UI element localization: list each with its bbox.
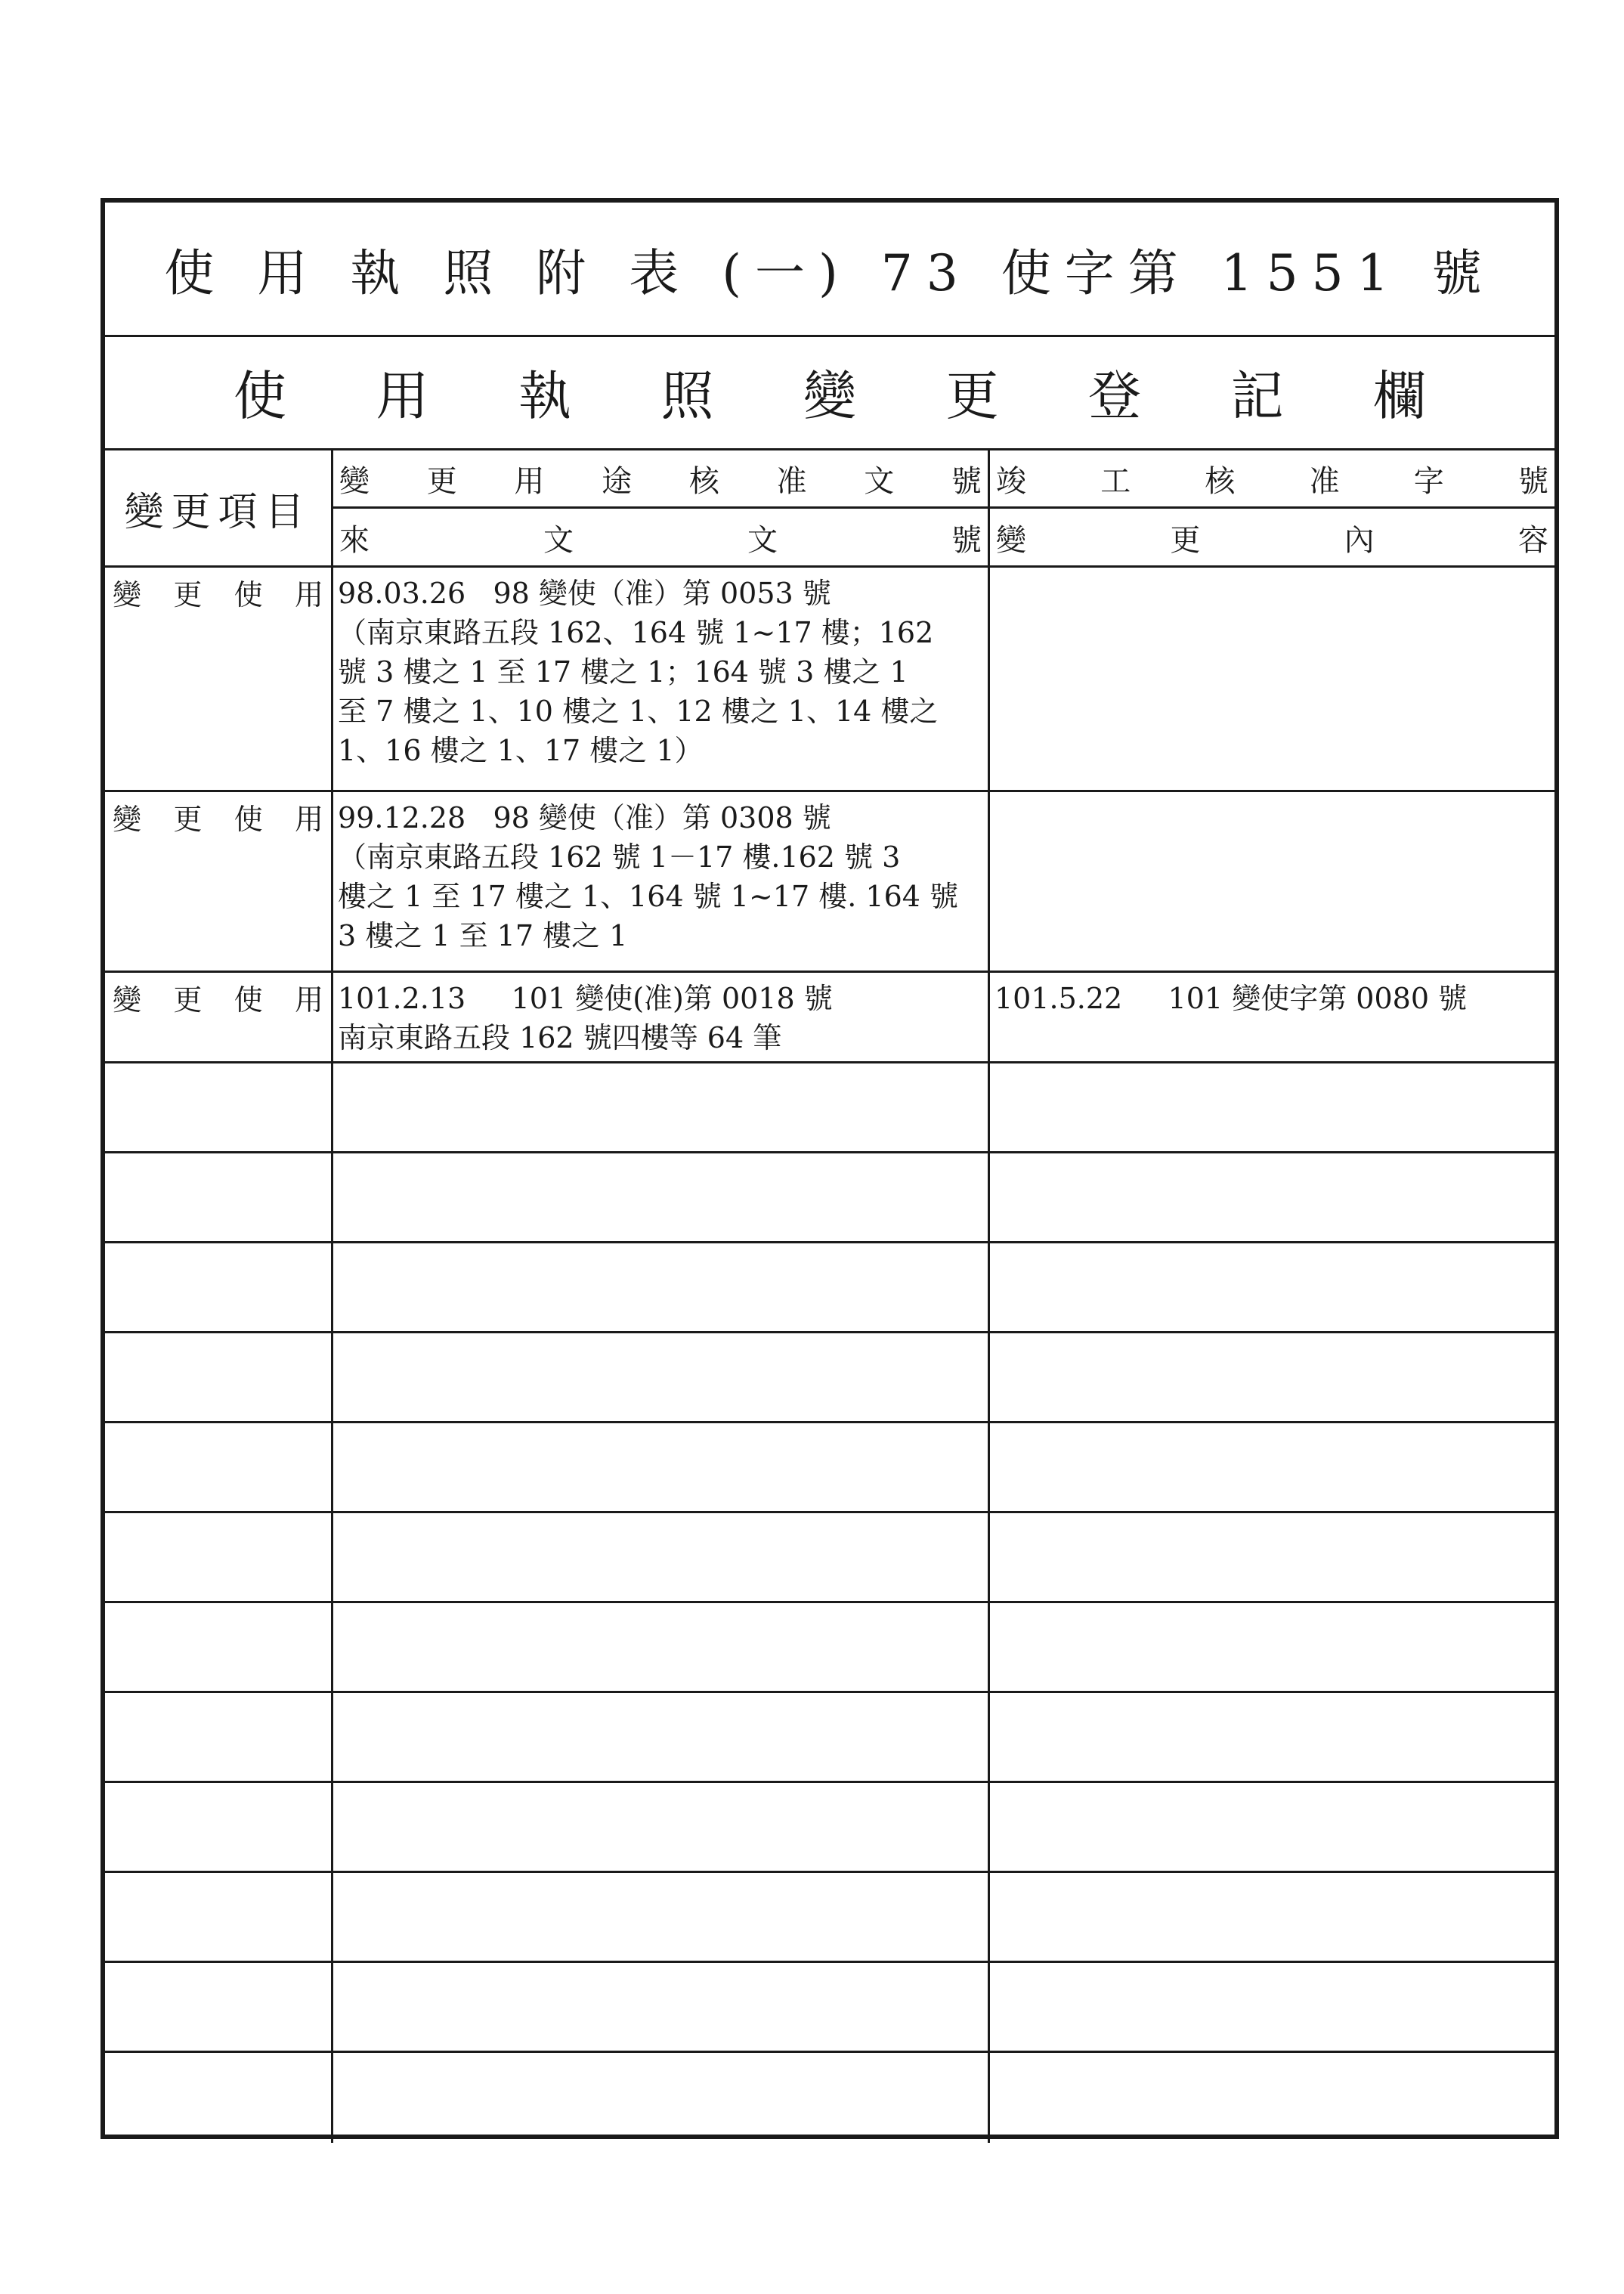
table-row	[105, 1693, 1554, 1783]
row-change-item	[105, 1603, 333, 1691]
header-char: 變	[996, 523, 1026, 558]
header-char: 字	[1413, 463, 1444, 499]
table-row	[105, 1333, 1554, 1423]
header-char: 途	[602, 463, 633, 499]
row-completion-text	[990, 2053, 1554, 2143]
item-char: 使	[234, 983, 263, 1017]
table-row	[105, 1243, 1554, 1333]
row-change-item	[105, 1333, 333, 1421]
item-char: 用	[294, 803, 323, 836]
row-approval-text	[333, 1243, 990, 1331]
header-col-approval	[333, 450, 990, 568]
row-completion-text	[990, 1963, 1554, 2051]
header-char: 文	[747, 523, 778, 558]
table-row	[105, 1063, 1554, 1153]
row-change-item	[105, 2053, 333, 2143]
header-char: 工	[1100, 463, 1131, 499]
row-change-item	[105, 1153, 333, 1241]
table-row	[105, 1963, 1554, 2053]
row-approval-text	[333, 1693, 990, 1781]
table-row	[105, 1783, 1554, 1873]
row-completion-text	[990, 1423, 1554, 1511]
item-char: 更	[173, 983, 203, 1017]
header-char: 內	[1344, 523, 1375, 558]
item-char: 更	[173, 803, 203, 836]
item-char: 變	[113, 578, 142, 611]
row-approval-text: 101.2.13 101 變使(准)第 0018 號 南京東路五段 162 號四樓等 64 筆	[333, 973, 990, 1061]
header-char: 號	[1517, 463, 1548, 499]
row-change-item	[105, 1063, 333, 1151]
header-change-item: 變更項目	[105, 450, 333, 568]
row-approval-text	[333, 1963, 990, 2051]
row-completion-text	[990, 1063, 1554, 1151]
table-row	[105, 1873, 1554, 1963]
row-change-item	[105, 1423, 333, 1511]
row-change-item	[105, 1873, 333, 1961]
item-char: 用	[294, 983, 323, 1017]
row-completion-text	[990, 1693, 1554, 1781]
row-completion-text	[990, 1333, 1554, 1421]
header-char: 更	[945, 364, 999, 427]
item-char: 使	[234, 578, 263, 611]
header-char: 文	[864, 463, 895, 499]
header-char: 執	[518, 364, 571, 427]
item-char: 更	[173, 578, 203, 611]
header-char: 更	[1170, 523, 1201, 558]
header-char: 號	[951, 463, 982, 499]
row-change-item	[105, 1513, 333, 1601]
header-col2-bottom	[990, 509, 1554, 567]
header-char: 變	[339, 463, 370, 499]
row-approval-text	[333, 1603, 990, 1691]
table-row	[105, 1513, 1554, 1603]
header-char: 用	[376, 364, 429, 427]
row-approval-text	[333, 1153, 990, 1241]
row-approval-text: 99.12.28 98 變使（准）第 0308 號 （南京東路五段 162 號 1－17 樓.162 號 3 樓之 1 至 17 樓之 1、164 號 1~17 樓. 164 號 3 樓之 1 至 17 樓之 1	[333, 792, 990, 971]
header-char: 欄	[1373, 364, 1426, 427]
row-approval-text: 98.03.26 98 變使（准）第 0053 號 （南京東路五段 162、164 號 1~17 樓；162 號 3 樓之 1 至 17 樓之 1；164 號 3 樓之 1 至 7 樓之 1、10 樓之 1、12 樓之 1、14 樓之 1、16 樓之 1、17 樓之 1）	[333, 568, 990, 790]
header-char: 來	[339, 523, 370, 558]
row-approval-text	[333, 1783, 990, 1871]
header-char: 核	[688, 463, 719, 499]
row-completion-text	[990, 792, 1554, 971]
row-change-item	[105, 1783, 333, 1871]
row-change-item	[105, 568, 333, 790]
row-change-item	[105, 1243, 333, 1331]
header-char: 竣	[996, 463, 1026, 499]
table-row	[105, 1423, 1554, 1513]
permit-change-table	[101, 198, 1559, 2139]
row-approval-text	[333, 1873, 990, 1961]
row-change-item	[105, 792, 333, 971]
header-char: 准	[776, 463, 807, 499]
row-approval-text	[333, 1333, 990, 1421]
header-char: 變	[803, 364, 856, 427]
row-completion-text	[990, 1513, 1554, 1601]
row-approval-text	[333, 2053, 990, 2143]
row-change-item	[105, 973, 333, 1061]
row-approval-text	[333, 1063, 990, 1151]
row-completion-text: 101.5.22 101 變使字第 0080 號	[995, 982, 1468, 1015]
header-char: 照	[660, 364, 714, 427]
header-col-completion	[990, 450, 1554, 568]
header-char: 更	[426, 463, 457, 499]
header-col1-top	[333, 450, 988, 509]
section-title	[105, 335, 1554, 450]
row-change-item	[105, 1693, 333, 1781]
header-char: 號	[951, 523, 982, 558]
row-change-item	[105, 1963, 333, 2051]
row-completion-text	[990, 1603, 1554, 1691]
table-row	[105, 568, 1554, 792]
header-char: 用	[514, 463, 545, 499]
row-completion-text	[990, 568, 1554, 790]
header-char: 登	[1088, 364, 1141, 427]
item-char: 用	[294, 578, 323, 611]
row-completion-text	[990, 1153, 1554, 1241]
row-completion-text	[990, 1873, 1554, 1961]
header-char: 文	[543, 523, 574, 558]
table-row	[105, 2053, 1554, 2143]
header-char: 記	[1230, 364, 1284, 427]
header-char: 使	[234, 364, 286, 427]
table-row	[105, 1153, 1554, 1243]
row-approval-text	[333, 1423, 990, 1511]
header-col2-top	[990, 450, 1554, 509]
table-row	[105, 973, 1554, 1063]
row-completion-text	[990, 1783, 1554, 1871]
document-title: 使 用 執 照 附 表 (一) 73 使字第 1551 號	[105, 203, 1554, 337]
header-char: 容	[1517, 523, 1548, 558]
row-completion-text	[990, 1243, 1554, 1331]
item-char: 使	[234, 803, 263, 836]
table-row	[105, 1603, 1554, 1693]
row-approval-text	[333, 1513, 990, 1601]
header-char: 准	[1309, 463, 1340, 499]
header-col1-bottom	[333, 509, 988, 567]
item-char: 變	[113, 983, 142, 1017]
header-char: 核	[1205, 463, 1236, 499]
item-char: 變	[113, 803, 142, 836]
table-row	[105, 792, 1554, 973]
